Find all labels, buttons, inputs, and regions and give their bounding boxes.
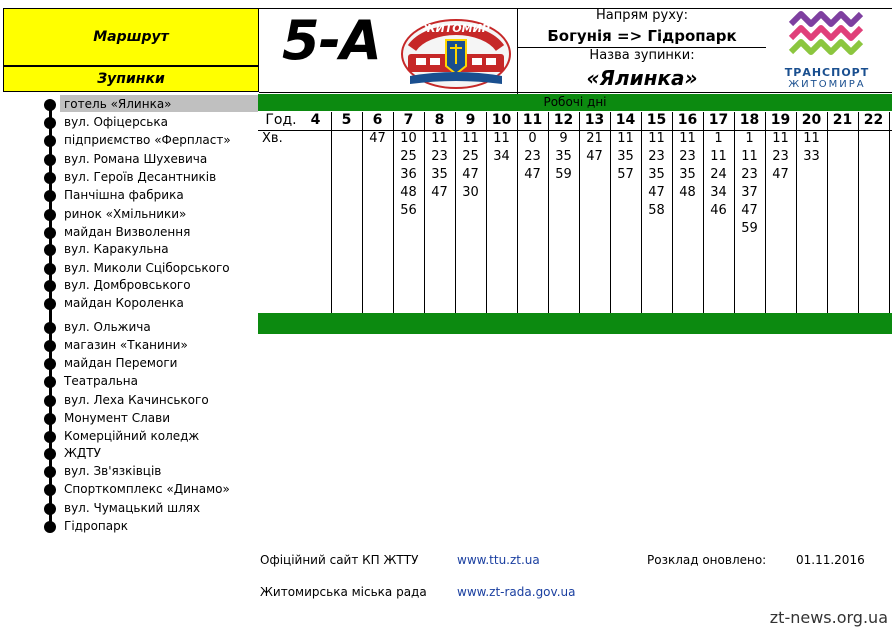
zhytomyr-transport-emblem-icon	[398, 10, 514, 90]
stop-name: Панчішна фабрика	[64, 188, 184, 202]
minute-value: 47	[462, 167, 479, 182]
minute-value: 23	[524, 149, 541, 164]
minute-value: 23	[679, 149, 696, 164]
minute-value: 33	[803, 149, 820, 164]
stop-value: «Ялинка»	[586, 66, 698, 90]
minute-value: 35	[648, 167, 665, 182]
brand-line2: ЖИТОМИРА	[788, 79, 866, 90]
stop-name: майдан Визволення	[64, 225, 191, 239]
stop-dot	[44, 413, 56, 425]
stop-name: майдан Короленка	[64, 296, 184, 310]
minute-value: 56	[400, 203, 417, 218]
route-label-cell	[3, 8, 259, 66]
stop-dot	[44, 298, 56, 310]
minute-value: 11	[617, 131, 634, 146]
minute-value: 47	[741, 203, 758, 218]
stop-dot	[44, 209, 56, 221]
minute-value: 11	[741, 149, 758, 164]
stop-dot	[44, 484, 56, 496]
minute-value: 47	[772, 167, 789, 182]
days-label: Робочі дні	[543, 95, 607, 109]
minute-value: 23	[648, 149, 665, 164]
council-link[interactable]: www.zt-rada.gov.ua	[457, 585, 576, 599]
minute-value: 48	[679, 185, 696, 200]
stop-dot	[44, 263, 56, 275]
hour-label: 10	[491, 112, 512, 128]
hour-label: 5	[341, 112, 352, 128]
minute-value: 47	[369, 131, 386, 146]
minute-value: 11	[648, 131, 665, 146]
stop-name: Спорткомплекс «Динамо»	[64, 482, 230, 496]
minute-value: 34	[710, 185, 727, 200]
hour-label: 7	[403, 112, 414, 128]
stop-dot	[44, 117, 56, 129]
minute-value: 47	[431, 185, 448, 200]
stop-name: вул. Героїв Десантників	[64, 170, 217, 184]
minute-value: 10	[400, 131, 417, 146]
timetable-bottom-bar	[258, 313, 892, 334]
hour-label: 6	[372, 112, 383, 128]
minute-value: 11	[803, 131, 820, 146]
minute-value: 21	[586, 131, 603, 146]
stops-label: Зупинки	[97, 71, 165, 87]
minute-value: 30	[462, 185, 479, 200]
route-number: 5-А	[282, 9, 381, 72]
stop-dot	[44, 521, 56, 533]
stop-name: вул. Офіцерська	[64, 115, 168, 129]
minute-value: 25	[462, 149, 479, 164]
minute-value: 9	[559, 131, 568, 146]
hour-label: 9	[465, 112, 476, 128]
stop-dot	[44, 431, 56, 443]
minute-value: 34	[493, 149, 510, 164]
header-divider	[517, 8, 518, 94]
minute-value: 23	[772, 149, 789, 164]
stop-dot	[44, 395, 56, 407]
minute-value: 1	[745, 131, 754, 146]
minute-value: 36	[400, 167, 417, 182]
stop-dot	[44, 227, 56, 239]
stop-name: Театральна	[64, 374, 138, 388]
minute-value: 0	[528, 131, 537, 146]
stop-dot	[44, 99, 56, 111]
stop-dot	[44, 172, 56, 184]
header-bottom-border	[259, 92, 892, 93]
hour-label: 18	[739, 112, 760, 128]
hour-label: 14	[615, 112, 636, 128]
minute-value: 23	[431, 149, 448, 164]
stop-name: Комерційний коледж	[64, 429, 200, 443]
stop-name: вул. Миколи Сціборського	[64, 261, 230, 275]
stops-label-cell	[3, 66, 259, 92]
hour-label: 13	[584, 112, 605, 128]
minute-value: 47	[586, 149, 603, 164]
stop-dot	[44, 503, 56, 515]
stop-caption: Назва зупинки:	[589, 48, 695, 63]
column-divider	[827, 112, 828, 313]
hour-label: 11	[522, 112, 543, 128]
minute-value: 11	[772, 131, 789, 146]
stop-name: вул. Ольжича	[64, 320, 151, 334]
minute-value: 11	[679, 131, 696, 146]
stop-name: ЖДТУ	[64, 446, 101, 460]
minute-value: 25	[400, 149, 417, 164]
stop-name: ринок «Хмільники»	[64, 207, 187, 221]
minute-value: 48	[400, 185, 417, 200]
watermark: zt-news.org.ua	[769, 608, 888, 627]
stop-name: вул. Зв'язківців	[64, 464, 162, 478]
minute-value: 47	[648, 185, 665, 200]
stop-dot	[44, 448, 56, 460]
minute-value: 35	[679, 167, 696, 182]
stop-name: вул. Романа Шухевича	[64, 152, 208, 166]
column-divider	[889, 112, 890, 313]
stop-dot	[44, 376, 56, 388]
hour-label: 8	[434, 112, 445, 128]
stop-name: вул. Каракульна	[64, 242, 169, 256]
stop-dot	[44, 154, 56, 166]
stop-name: підприємство «Ферпласт»	[64, 133, 231, 147]
minute-value: 35	[431, 167, 448, 182]
minute-value: 35	[617, 149, 634, 164]
minute-value: 59	[741, 221, 758, 236]
stop-name: вул. Домбровського	[64, 278, 191, 292]
stop-dot	[44, 135, 56, 147]
hour-label: 16	[677, 112, 698, 128]
route-line	[49, 104, 52, 526]
stop-name: вул. Чумацький шлях	[64, 501, 201, 515]
column-divider	[858, 112, 859, 313]
minute-value: 24	[710, 167, 727, 182]
stop-name: майдан Перемоги	[64, 356, 178, 370]
council-label: Житомирська міська рада	[260, 585, 427, 599]
minute-value: 35	[555, 149, 572, 164]
stop-dot	[44, 322, 56, 334]
stop-dot	[44, 280, 56, 292]
minute-value: 47	[524, 167, 541, 182]
site-label: Офіційний сайт КП ЖТТУ	[260, 553, 419, 567]
hour-label: 15	[646, 112, 667, 128]
minute-value: 11	[431, 131, 448, 146]
stop-dot	[44, 466, 56, 478]
hour-header: Год.	[265, 112, 297, 128]
route-label: Маршрут	[93, 29, 169, 45]
column-divider	[331, 112, 332, 313]
minute-value: 57	[617, 167, 634, 182]
direction-caption: Напрям руху:	[596, 8, 688, 23]
minute-value: 59	[555, 167, 572, 182]
hour-label: 17	[708, 112, 729, 128]
site-link[interactable]: www.ttu.zt.ua	[457, 553, 540, 567]
minute-value: 1	[714, 131, 723, 146]
minute-value: 37	[741, 185, 758, 200]
stop-name: Монумент Слави	[64, 411, 171, 425]
stop-dot	[44, 244, 56, 256]
updated-date: 01.11.2016	[796, 553, 865, 567]
transport-zhytomyr-logo-icon	[783, 10, 869, 64]
brand-line1: ТРАНСПОРТ	[784, 66, 870, 79]
emblem-text: ЖИТОМИР	[422, 22, 490, 35]
minute-value: 23	[741, 167, 758, 182]
stop-dot	[44, 190, 56, 202]
direction-value: Богунія => Гідропарк	[547, 27, 737, 45]
stop-dot	[44, 340, 56, 352]
hour-label: 20	[801, 112, 822, 128]
hour-label: 4	[310, 112, 321, 128]
stop-dot	[44, 358, 56, 370]
minute-value: 58	[648, 203, 665, 218]
updated-label: Розклад оновлено:	[647, 553, 767, 567]
stop-name: готель «Ялинка»	[64, 97, 172, 111]
minute-value: 11	[493, 131, 510, 146]
stop-name: Гідропарк	[64, 519, 128, 533]
hour-label: 19	[770, 112, 791, 128]
stop-name: магазин «Тканини»	[64, 338, 188, 352]
hour-label: 21	[832, 112, 853, 128]
minute-header: Хв.	[262, 131, 283, 146]
minute-value: 11	[462, 131, 479, 146]
hour-label: 22	[863, 112, 884, 128]
hour-label: 12	[553, 112, 574, 128]
minute-value: 46	[710, 203, 727, 218]
minute-value: 11	[710, 149, 727, 164]
stop-name: вул. Леха Качинського	[64, 393, 209, 407]
